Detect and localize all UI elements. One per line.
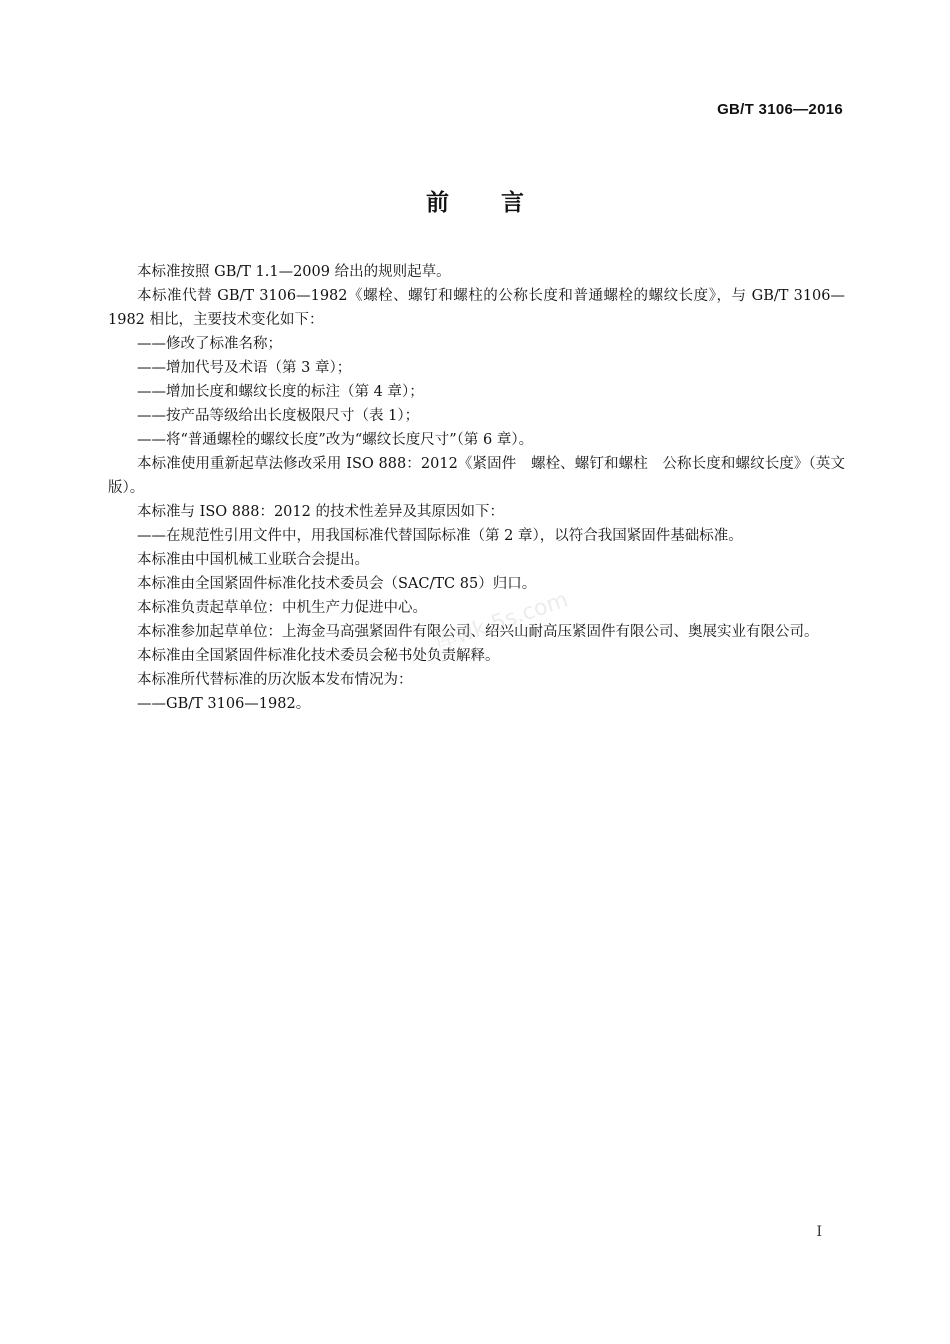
- page-title-char-1: 前: [426, 190, 449, 216]
- list-item-previous-edition: ——GB/T 3106—1982。: [137, 696, 311, 712]
- paragraph-interpretation: 本标准由全国紧固件标准化技术委员会秘书处负责解释。: [137, 648, 500, 664]
- paragraph-proposed-by: 本标准由中国机械工业联合会提出。: [137, 552, 369, 568]
- list-item-change-5: ——将“普通螺栓的螺纹长度”改为“螺纹长度尺寸”（第 6 章）。: [137, 432, 534, 448]
- document-code: GB/T 3106—2016: [717, 101, 843, 118]
- page-title-char-2: 言: [501, 190, 524, 216]
- paragraph-replaces: 本标准代替 GB/T 3106—1982《螺栓、螺钉和螺柱的公称长度和普通螺栓的螺纹长度》，与 GB/T 3106—1982 相比，主要技术变化如下：: [108, 288, 845, 328]
- paragraph-drafting-rules: 本标准按照 GB/T 1.1—2009 给出的规则起草。: [137, 264, 451, 280]
- list-item-change-2: ——增加代号及术语（第 3 章）；: [137, 360, 352, 376]
- paragraph-previous-editions: 本标准所代替标准的历次版本发布情况为：: [137, 672, 413, 688]
- paragraph-technical-differences: 本标准与 ISO 888：2012 的技术性差异及其原因如下：: [137, 504, 504, 520]
- paragraph-administered-by: 本标准由全国紧固件标准化技术委员会（SAC/TC 85）归口。: [137, 576, 537, 592]
- page-title: [0, 184, 950, 217]
- paragraph-drafting-unit: 本标准负责起草单位：中机生产力促进中心。: [137, 600, 427, 616]
- paragraph-iso-adoption: 本标准使用重新起草法修改采用 ISO 888：2012《紧固件 螺栓、螺钉和螺柱 公称长度和螺纹长度》（英文版）。: [108, 456, 845, 496]
- list-item-change-1: ——修改了标准名称；: [137, 336, 282, 352]
- page-number: I: [816, 1224, 822, 1240]
- list-item-change-3: ——增加长度和螺纹长度的标注（第 4 章）；: [137, 384, 424, 400]
- list-item-change-4: ——按产品等级给出长度极限尺寸（表 1）；: [137, 408, 420, 424]
- list-item-difference-1: ——在规范性引用文件中，用我国标准代替国际标准（第 2 章），以符合我国紧固件基础标准。: [137, 528, 743, 544]
- watermark: 库wk.5s.com: [431, 587, 572, 657]
- paragraph-participating-units: 本标准参加起草单位：上海金马高强紧固件有限公司、绍兴山耐高压紧固件有限公司、奥展实业有限公司。: [137, 624, 819, 640]
- foreword-body: [108, 260, 845, 716]
